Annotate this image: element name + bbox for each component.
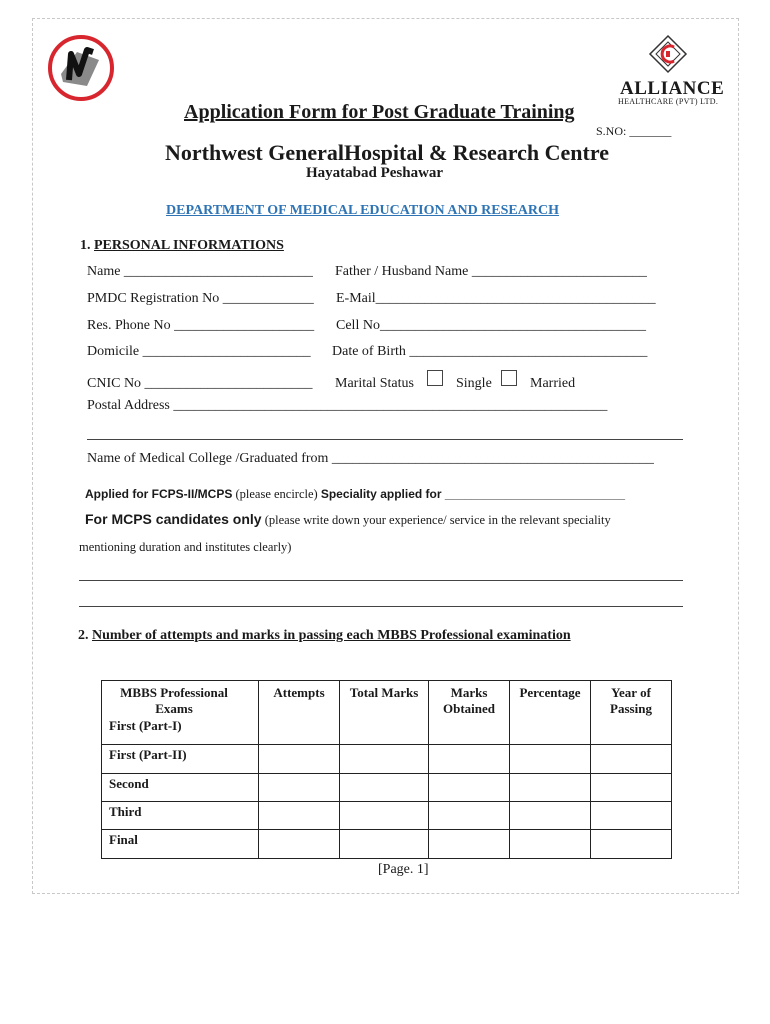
mention-line: mentioning duration and institutes clearly) [79, 540, 292, 554]
section2-number: 2. [78, 628, 89, 643]
email-field[interactable]: E-Mail________________________________________ [336, 291, 656, 306]
table-row [102, 681, 672, 745]
cell-input[interactable] [429, 830, 510, 859]
header-marks-obtained [429, 681, 510, 745]
northwest-logo-icon [47, 34, 115, 102]
applied-for-line [85, 487, 625, 502]
alliance-logo [618, 34, 728, 110]
cell-field[interactable]: Cell No______________________________________ [336, 318, 646, 333]
serial-number: S.NO: _______ [596, 124, 672, 138]
section2-heading [78, 628, 571, 644]
applied-bold-2[interactable]: Speciality applied for ___________________________ [320, 487, 626, 501]
cell-input[interactable] [340, 802, 429, 830]
header-exams-text: MBBS Professional Exams [120, 685, 228, 716]
header-percentage: Percentage [510, 681, 591, 745]
cell-input[interactable] [259, 802, 340, 830]
section2-title: Number of attempts and marks in passing each MBBS Professional examination [92, 628, 571, 643]
table-row [102, 830, 672, 859]
marks-table [101, 680, 672, 859]
page-number: [Page. 1] [378, 862, 429, 877]
city-name: Hayatabad Peshawar [306, 165, 444, 181]
pmdc-field[interactable]: PMDC Registration No _____________ [87, 291, 314, 306]
header-year [591, 681, 672, 745]
header-attempts: Attempts [259, 681, 340, 745]
cell-input[interactable] [591, 830, 672, 859]
cell-input[interactable] [510, 774, 591, 802]
cell-input[interactable] [591, 774, 672, 802]
cell-input[interactable] [591, 802, 672, 830]
header-total-marks: Total Marks [340, 681, 429, 745]
table-row [102, 774, 672, 802]
postal-address-field[interactable]: Postal Address ______________________________________________________________ [87, 398, 608, 413]
name-field[interactable]: Name ___________________________ [87, 264, 313, 279]
dob-field[interactable]: Date of Birth __________________________________ [332, 344, 648, 359]
form-title: Application Form for Post Graduate Training [184, 101, 575, 123]
section1-number: 1. [80, 238, 91, 253]
hospital-name: Northwest GeneralHospital & Research Centre [165, 140, 609, 165]
table-row [102, 745, 672, 774]
row-label: First (Part-II) [102, 745, 259, 774]
alliance-diamond-icon [648, 34, 688, 74]
single-label: Single [456, 376, 492, 391]
cell-input[interactable] [510, 830, 591, 859]
cell-input[interactable] [340, 774, 429, 802]
married-label: Married [530, 376, 576, 391]
row-label: Final [102, 830, 259, 859]
table-row [102, 802, 672, 830]
applied-bold-1: Applied for FCPS-II/MCPS [85, 487, 233, 501]
cell-input[interactable] [259, 745, 340, 774]
father-name-field[interactable]: Father / Husband Name _________________________ [335, 264, 647, 279]
cell-input[interactable] [340, 745, 429, 774]
cell-input[interactable] [429, 774, 510, 802]
mcps-bold: For MCPS candidates only [85, 511, 262, 527]
experience-line-1[interactable] [79, 580, 683, 581]
row-label: Second [102, 774, 259, 802]
applied-normal: (please encircle) [232, 487, 321, 501]
section1-title: PERSONAL INFORMATIONS [94, 238, 284, 253]
cell-input[interactable] [259, 830, 340, 859]
domicile-field[interactable]: Domicile ________________________ [87, 344, 311, 359]
header-year-text: Year of Passing [610, 685, 652, 716]
marital-status-label: Marital Status [335, 376, 414, 391]
cell-input[interactable] [429, 745, 510, 774]
section1-heading [80, 238, 284, 254]
mcps-normal: (please write down your experience/ service in the relevant speciality [261, 513, 611, 527]
married-checkbox[interactable] [501, 370, 517, 386]
header-marks-obtained-text: Marks Obtained [442, 685, 495, 716]
experience-line-2[interactable] [79, 606, 683, 607]
phone-field[interactable]: Res. Phone No ____________________ [87, 318, 315, 333]
department-name: DEPARTMENT OF MEDICAL EDUCATION AND RESEARCH [166, 203, 559, 218]
cnic-field[interactable]: CNIC No ________________________ [87, 376, 313, 391]
cell-input[interactable] [340, 830, 429, 859]
cell-input[interactable] [510, 745, 591, 774]
cell-input[interactable] [429, 802, 510, 830]
college-field[interactable]: Name of Medical College /Graduated from ______________________________________________ [87, 451, 654, 466]
alliance-name: ALLIANCE [620, 78, 725, 99]
cell-input[interactable] [259, 774, 340, 802]
cell-input[interactable] [591, 745, 672, 774]
row-label: Third [102, 802, 259, 830]
address-line-2[interactable] [87, 439, 683, 440]
row-label: First (Part-I) [109, 718, 182, 733]
single-checkbox[interactable] [427, 370, 443, 386]
alliance-subtitle: HEALTHCARE (PVT) LTD. [618, 97, 719, 106]
cell-input[interactable] [510, 802, 591, 830]
mcps-line [85, 511, 611, 528]
header-exams [102, 681, 259, 745]
